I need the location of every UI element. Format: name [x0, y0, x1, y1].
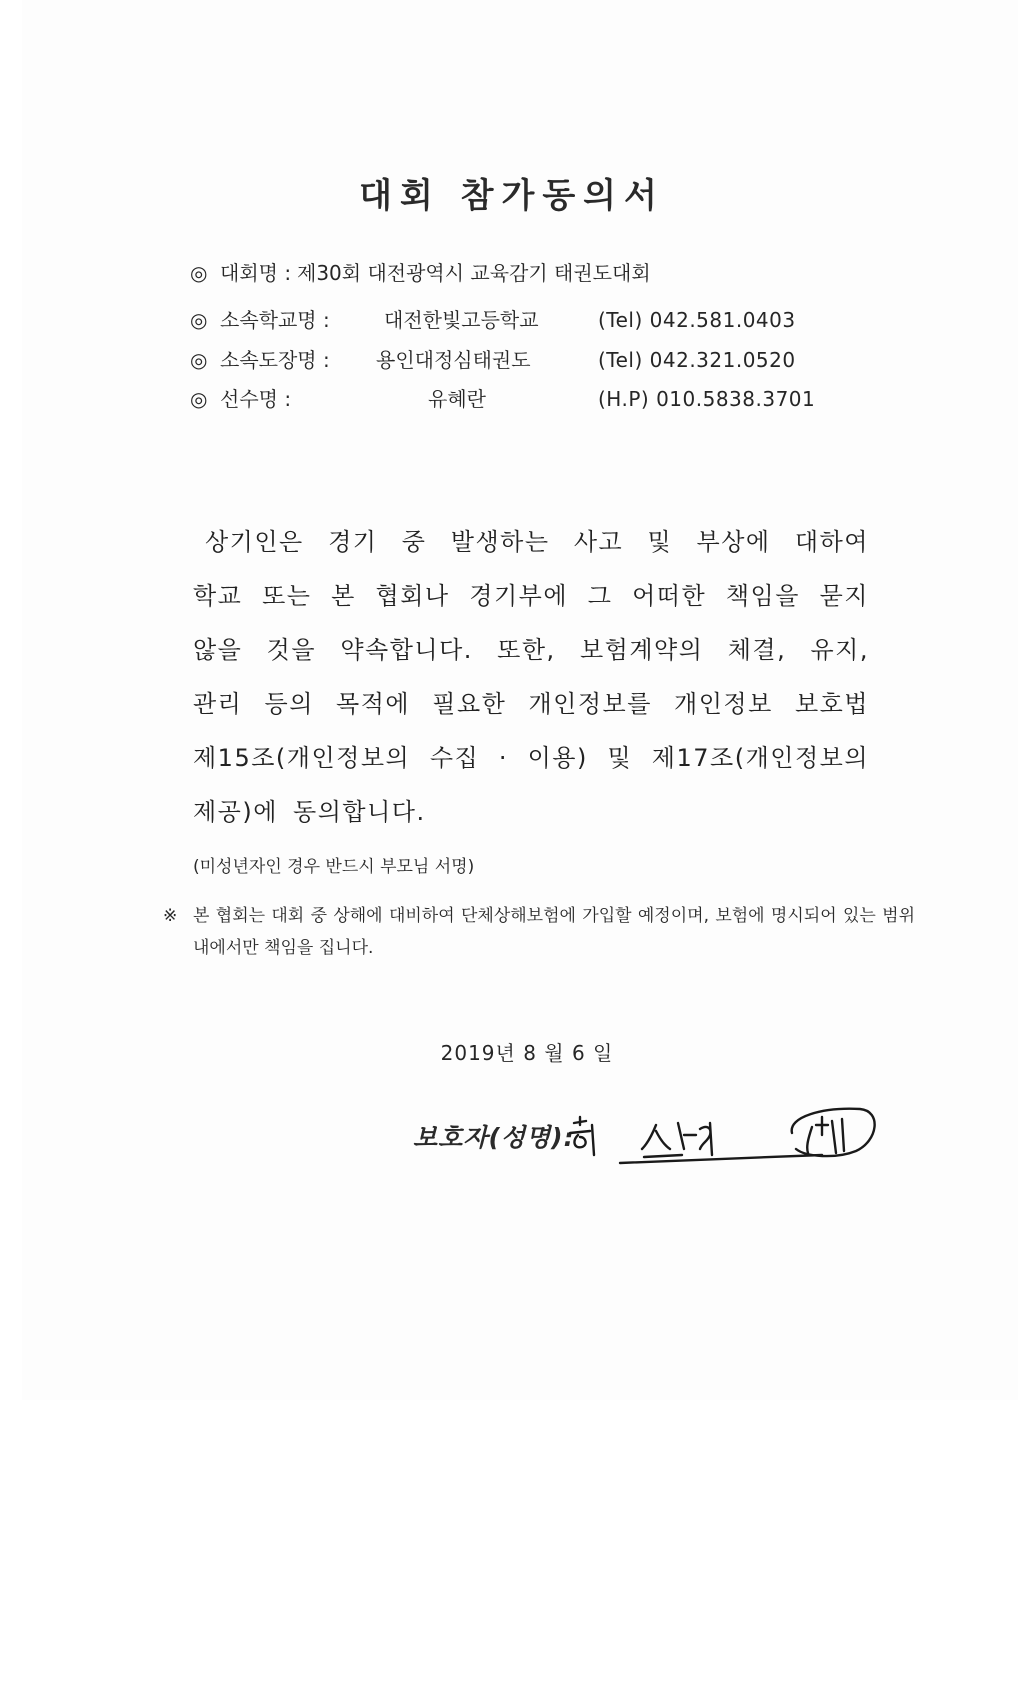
- insurance-note-text: 본 협회는 대회 중 상해에 대비하여 단체상해보험에 가입할 예정이며, 보험에 명시되어 있는 범위 내에서만 책임을 집니다.: [193, 906, 915, 958]
- info-row-athlete: [190, 384, 890, 414]
- dojang-tel: (Tel) 042.321.0520: [598, 348, 796, 372]
- athlete-phone: (H.P) 010.5838.3701: [598, 387, 816, 411]
- consent-body: [193, 515, 869, 839]
- dojang-value: 용인대정심태권도: [376, 348, 531, 372]
- athlete-value: 유혜란: [428, 387, 486, 411]
- consent-text: 상기인은 경기 중 발생하는 사고 및 부상에 대하여 학교 또는 본 협회나 경기부에 그 어떠한 책임을 묻지 않을 것을 약속합니다. 또한, 보험계약의 체결, 유지, 관리 등의 목적에 필요한 개인정보를 개인정보 보호법 제15조(개인정보의 수집 · 이용) 및 제17조(개인정보의 제공)에 동의합니다.: [193, 528, 869, 826]
- info-row-dojang: [190, 345, 890, 375]
- info-row-competition: [190, 258, 890, 288]
- dojang-label: 소속도장명 :: [220, 348, 330, 372]
- competition-value: 제30회 대전광역시 교육감기 태권도대회: [297, 261, 651, 285]
- guardian-label: 보호자(성명):: [413, 1123, 575, 1152]
- school-value: 대전한빛고등학교: [384, 308, 539, 332]
- reference-mark-icon: ※: [163, 906, 178, 926]
- bullet-icon: ◎: [190, 308, 208, 332]
- minor-note: (미성년자인 경우 반드시 부모님 서명): [193, 857, 475, 877]
- bullet-icon: ◎: [190, 387, 208, 411]
- handwritten-signature: [560, 1095, 880, 1175]
- athlete-label: 선수명 :: [220, 387, 292, 411]
- info-row-school: [190, 305, 890, 335]
- bullet-icon: ◎: [190, 348, 208, 372]
- document-date: 2019년 8 월 6 일: [440, 1041, 614, 1065]
- competition-label: 대회명 :: [220, 261, 292, 285]
- insurance-note: [163, 900, 915, 964]
- school-tel: (Tel) 042.581.0403: [598, 308, 796, 332]
- school-label: 소속학교명 :: [220, 308, 330, 332]
- document-title: 대회 참가동의서: [359, 176, 665, 216]
- bullet-icon: ◎: [190, 261, 208, 285]
